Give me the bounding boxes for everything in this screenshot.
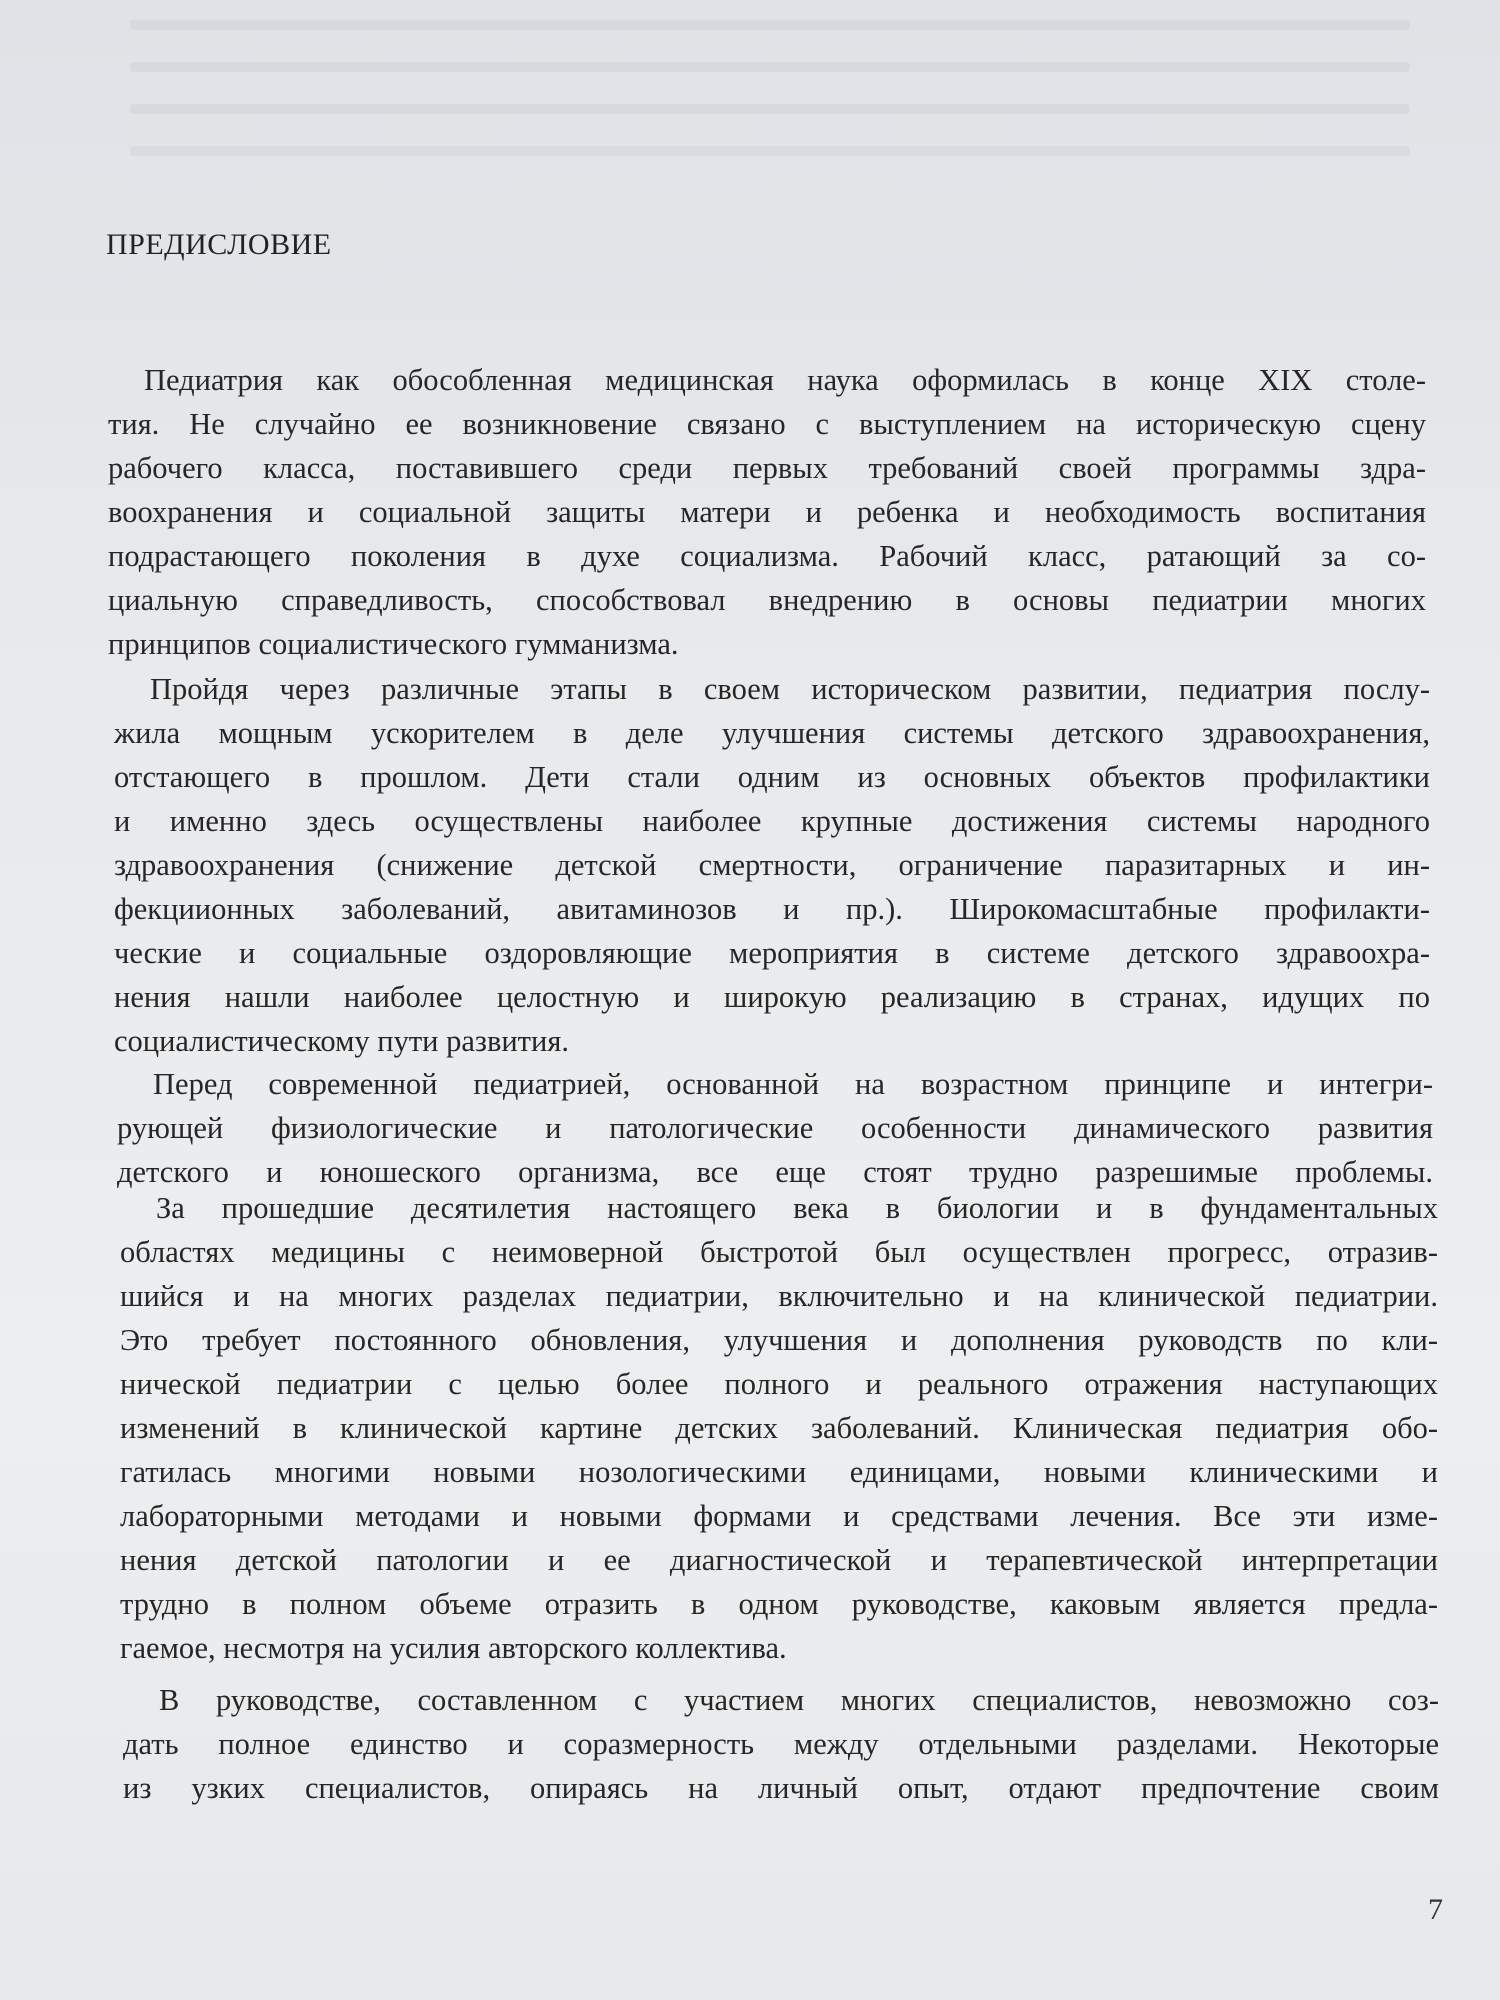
- text-line: воохранения и социальной защиты матери и ребенка и необходимость воспитания: [108, 495, 1426, 529]
- bleed-through-text: [130, 20, 1410, 30]
- bleed-through-text: [130, 62, 1410, 72]
- paragraph: [114, 667, 1430, 1063]
- text-line: лабораторными методами и новыми формами и средствами лечения. Все эти изме-: [120, 1499, 1438, 1533]
- page-title: ПРЕДИСЛОВИЕ: [106, 228, 332, 261]
- paragraph: [123, 1678, 1439, 1810]
- text-line: ческие и социальные оздоровляющие мероприятия в системе детского здравоохра-: [114, 936, 1430, 970]
- text-line: здравоохранения (снижение детской смертности, ограничение паразитарных и ин-: [114, 848, 1430, 882]
- text-line: Это требует постоянного обновления, улучшения и дополнения руководств по кли-: [120, 1323, 1438, 1357]
- page-number: 7: [1428, 1893, 1443, 1926]
- text-line: Пройдя через различные этапы в своем историческом развитии, педиатрия послу-: [150, 672, 1430, 706]
- text-line: рабочего класса, поставившего среди первых требований своей программы здра-: [108, 451, 1426, 485]
- text-line: детского и юношеского организма, все еще стоят трудно разрешимые проблемы.: [117, 1155, 1433, 1189]
- text-line: трудно в полном объеме отразить в одном руководстве, каковым является предла-: [120, 1587, 1438, 1621]
- text-line: шийся и на многих разделах педиатрии, включительно и на клинической педиатрии.: [120, 1279, 1438, 1313]
- text-line: подрастающего поколения в духе социализма. Рабочий класс, ратающий за со-: [108, 539, 1426, 573]
- text-line: жила мощным ускорителем в деле улучшения системы детского здравоохранения,: [114, 716, 1430, 750]
- text-line: За прошедшие десятилетия настоящего века в биологии и в фундаментальных: [156, 1191, 1438, 1225]
- text-line: социалистическому пути развития.: [114, 1024, 569, 1058]
- text-line: фекциионных заболеваний, авитаминозов и пр.). Широкомасштабные профилакти-: [114, 892, 1430, 926]
- text-line: изменений в клинической картине детских заболеваний. Клиническая педиатрия обо-: [120, 1411, 1438, 1445]
- text-line: принципов социалистического гумманизма.: [108, 627, 679, 661]
- text-line: Педиатрия как обособленная медицинская наука оформилась в конце XIX столе-: [144, 363, 1426, 397]
- text-line: и именно здесь осуществлены наиболее крупные достижения системы народного: [114, 804, 1430, 838]
- text-line: отстающего в прошлом. Дети стали одним из основных объектов профилактики: [114, 760, 1430, 794]
- text-line: циальную справедливость, способствовал внедрению в основы педиатрии многих: [108, 583, 1426, 617]
- text-line: нической педиатрии с целью более полного и реального отражения наступающих: [120, 1367, 1438, 1401]
- text-line: В руководстве, составленном с участием многих специалистов, невозможно соз-: [159, 1683, 1439, 1717]
- bleed-through-text: [130, 104, 1410, 114]
- text-line: гаемое, несмотря на усилия авторского коллектива.: [120, 1631, 787, 1665]
- text-line: из узких специалистов, опираясь на личный опыт, отдают предпочтение своим: [123, 1771, 1439, 1805]
- text-line: тия. Не случайно ее возникновение связано с выступлением на историческую сцену: [108, 407, 1426, 441]
- text-line: Перед современной педиатрией, основанной на возрастном принципе и интегри-: [153, 1067, 1433, 1101]
- paragraph: [108, 358, 1426, 666]
- text-line: гатилась многими новыми нозологическими единицами, новыми клиническими и: [120, 1455, 1438, 1489]
- text-line: нения нашли наиболее целостную и широкую реализацию в странах, идущих по: [114, 980, 1430, 1014]
- text-line: рующей физиологические и патологические особенности динамического развития: [117, 1111, 1433, 1145]
- bleed-through-text: [130, 146, 1410, 156]
- text-line: областях медицины с неимоверной быстротой был осуществлен прогресс, отразив-: [120, 1235, 1438, 1269]
- paragraph: [120, 1186, 1438, 1670]
- text-line: дать полное единство и соразмерность между отдельными разделами. Некоторые: [123, 1727, 1439, 1761]
- paragraph: [117, 1062, 1433, 1194]
- text-line: нения детской патологии и ее диагностической и терапевтической интерпретации: [120, 1543, 1438, 1577]
